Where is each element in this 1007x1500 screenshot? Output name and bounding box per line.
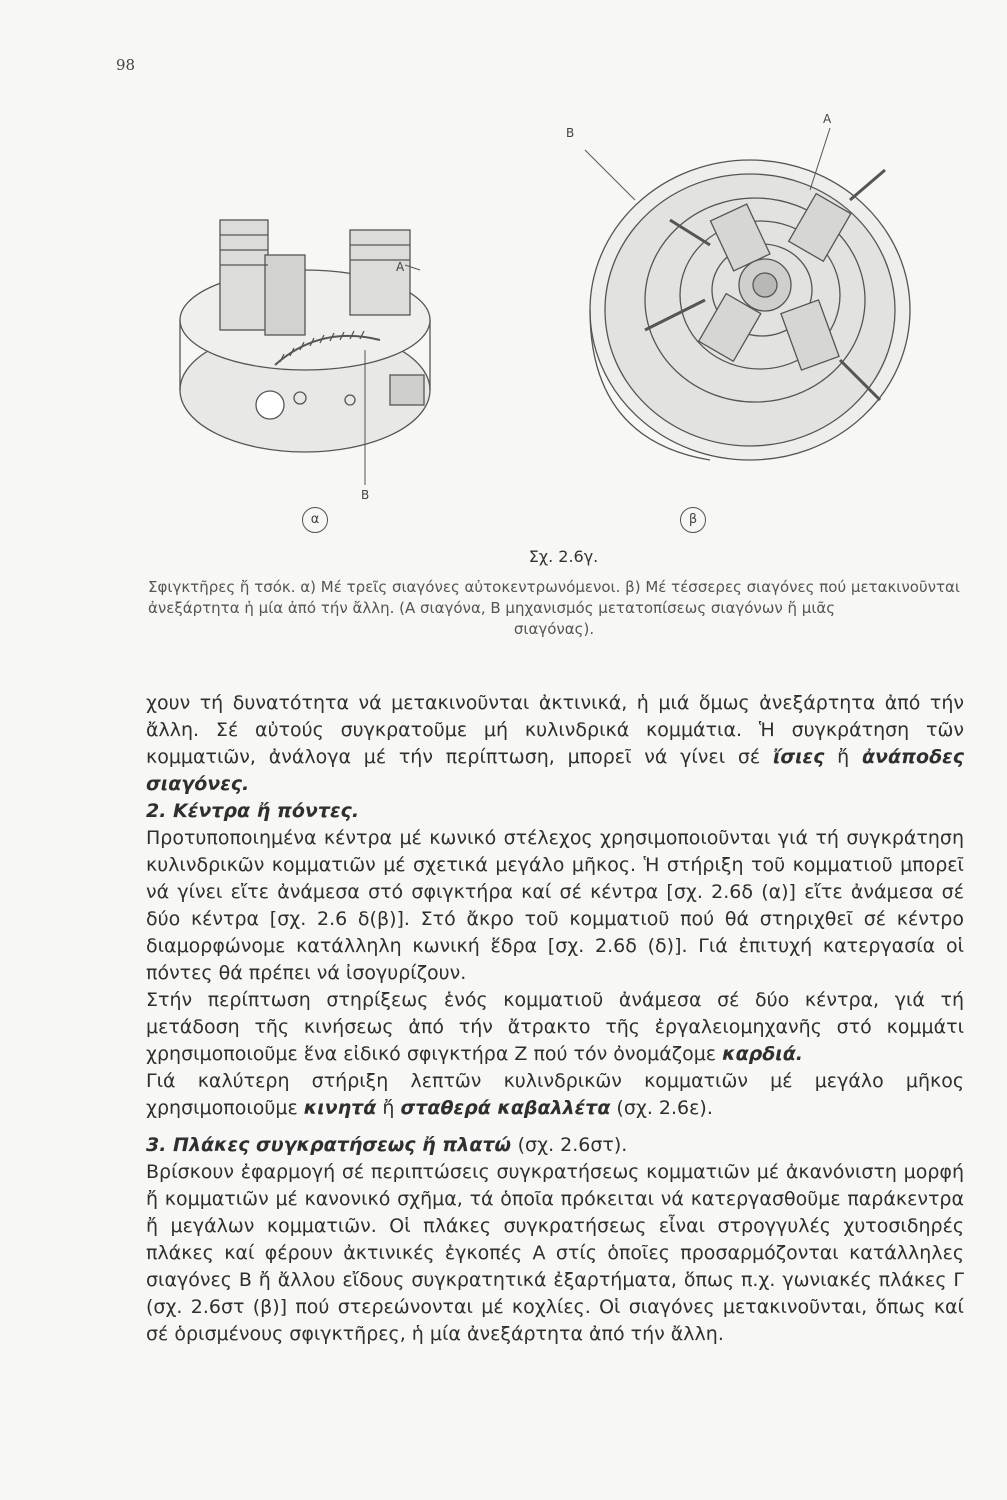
paragraph-1-emphasis-2: ἀνάποδες σιαγόνες. [146,746,965,795]
caption-line-2: σιαγόνας). [513,620,595,638]
paragraph-4-emphasis-1: κινητά [303,1097,377,1119]
page-number: 98 [116,56,136,74]
label-a-three-jaw: A [396,260,405,274]
body-text [146,690,964,1348]
paragraph-1 [146,690,964,798]
section-heading-2: 2. Κέντρα ἤ πόντες. [146,800,360,822]
paragraph-1-emphasis-1: ἴσιες [772,746,825,768]
three-jaw-chuck-drawing [180,220,430,485]
caption-line-1: Σφιγκτῆρες ἤ τσόκ. α) Μέ τρεῖς σιαγόνες αὐτοκεντρωνόμενοι. β) Μέ τέσσερες σιαγόνες πού μετακινοῦνται ἀνεξάρτητα ἡ μία ἀπό τήν ἄλλη. (Α σιαγόνα, Β μηχανισμός μετατοπίσεως σιαγόνων ἤ μιᾶς [148,578,960,617]
paragraph-4-emphasis-2: σταθερά καβαλλέτα [400,1097,611,1119]
paragraph-2: Προτυποποιημένα κέντρα μέ κωνικό στέλεχος χρησιμοποιοῦνται γιά τή συγκράτηση κυλινδρικῶν κομματιῶν μέ σχετικά μεγάλο μῆκος. Ἡ στήριξη τοῦ κομματιοῦ μπορεῖ νά γίνει εἴτε ἀνάμεσα στό σφιγκτήρα καί σέ κέντρα [σχ. 2.6δ (α)] εἴτε ἀνάμεσα σέ δύο κέντρα [σχ. 2.6 δ(β)]. Στό ἄκρο τοῦ κομματιοῦ πού θά στηριχθεῖ σέ κέντρο διαμορφώνομε κατάλληλη κωνική ἕδρα [σχ. 2.6δ (δ)]. Γιά ἐπιτυχή κατεργασία οἱ πόντες θά πρέπει νά ἰσογυρίζουν. [146,827,964,984]
chuck-illustrations [150,100,970,540]
marker-alpha: α [302,507,328,533]
paragraph-5: Βρίσκουν ἐφαρμογή σέ περιπτώσεις συγκρατήσεως κομματιῶν μέ ἀκανόνιστη μορφή ἤ κομματιῶν μέ κανονικό σχῆμα, τά ὁποῖα πρόκειται νά κατεργασθοῦμε παράκεντρα ἤ μεγάλων κομματιῶν. Οἱ πλάκες συγκρατήσεως εἶναι στρογγυλές χυτοσιδηρές πλάκες καί φέρουν ἀκτινικές ἐγκοπές Α στίς ὁποῖες προσαρμόζονται κατάλληλες σιαγόνες Β ἤ ἄλλου εἴδους συγκρατητικά ἐξαρτήματα, ὅπως π.χ. γωνιακές πλάκες Γ (σχ. 2.6στ (β)] πού στερεώνονται μέ κοχλίες. Οἱ σιαγόνες μετακινοῦνται, ὅπως καί σέ ὁρισμένους σφιγκτῆρες, ἡ μία ἀνεξάρτητα ἀπό τήν ἄλλη. [146,1161,964,1345]
paragraph-3-text: Στήν περίπτωση στηρίξεως ἑνός κομματιοῦ ἀνάμεσα σέ δύο κέντρα, γιά τή μετάδοση τῆς κινήσεως ἀπό τήν ἄτρακτο τῆς ἐργαλειομηχανῆς στό κομμάτι χρησιμοποιοῦμε ἕνα εἰδικό σφιγκτήρα Ζ πού τόν ὀνομάζομε [146,989,964,1065]
figure-caption [148,577,960,640]
paragraph-3-emphasis: καρδιά. [722,1043,803,1065]
label-b-three-jaw: B [361,488,370,502]
label-a-four-jaw: A [823,112,832,126]
section-heading-3-ref: (σχ. 2.6στ). [517,1134,628,1156]
marker-beta: β [680,507,706,533]
paragraph-1-mid: ἤ [837,746,850,768]
section-heading-3-title: 3. Πλάκες συγκρατήσεως ἤ πλατώ [146,1134,512,1156]
paragraph-4-end: (σχ. 2.6ε). [616,1097,713,1119]
four-jaw-chuck-drawing [585,128,910,460]
paragraph-4-mid: ἤ [382,1097,395,1119]
section-heading-3 [146,1132,964,1159]
paragraph-4 [146,1068,964,1122]
figure-title: Σχ. 2.6γ. [528,547,599,566]
label-b-four-jaw: B [566,126,575,140]
paragraph-1-text: χουν τή δυνατότητα νά μετακινοῦνται ἀκτινικά, ἡ μιά ὅμως ἀνεξάρτητα ἀπό τήν ἄλλη. Σέ αὐτούς συγκρατοῦμε μή κυλινδρικά κομμάτια. Ἡ συγκράτηση τῶν κομματιῶν, ἀνάλογα μέ τήν περίπτωση, μπορεῖ νά γίνει σέ [146,692,964,768]
figure-chucks [150,100,970,540]
paragraph-3 [146,987,964,1068]
paragraph-4-text: Γιά καλύτερη στήριξη λεπτῶν κυλινδρικῶν κομματιῶν μέ μεγάλο μῆκος χρησιμοποιοῦμε [146,1070,964,1119]
